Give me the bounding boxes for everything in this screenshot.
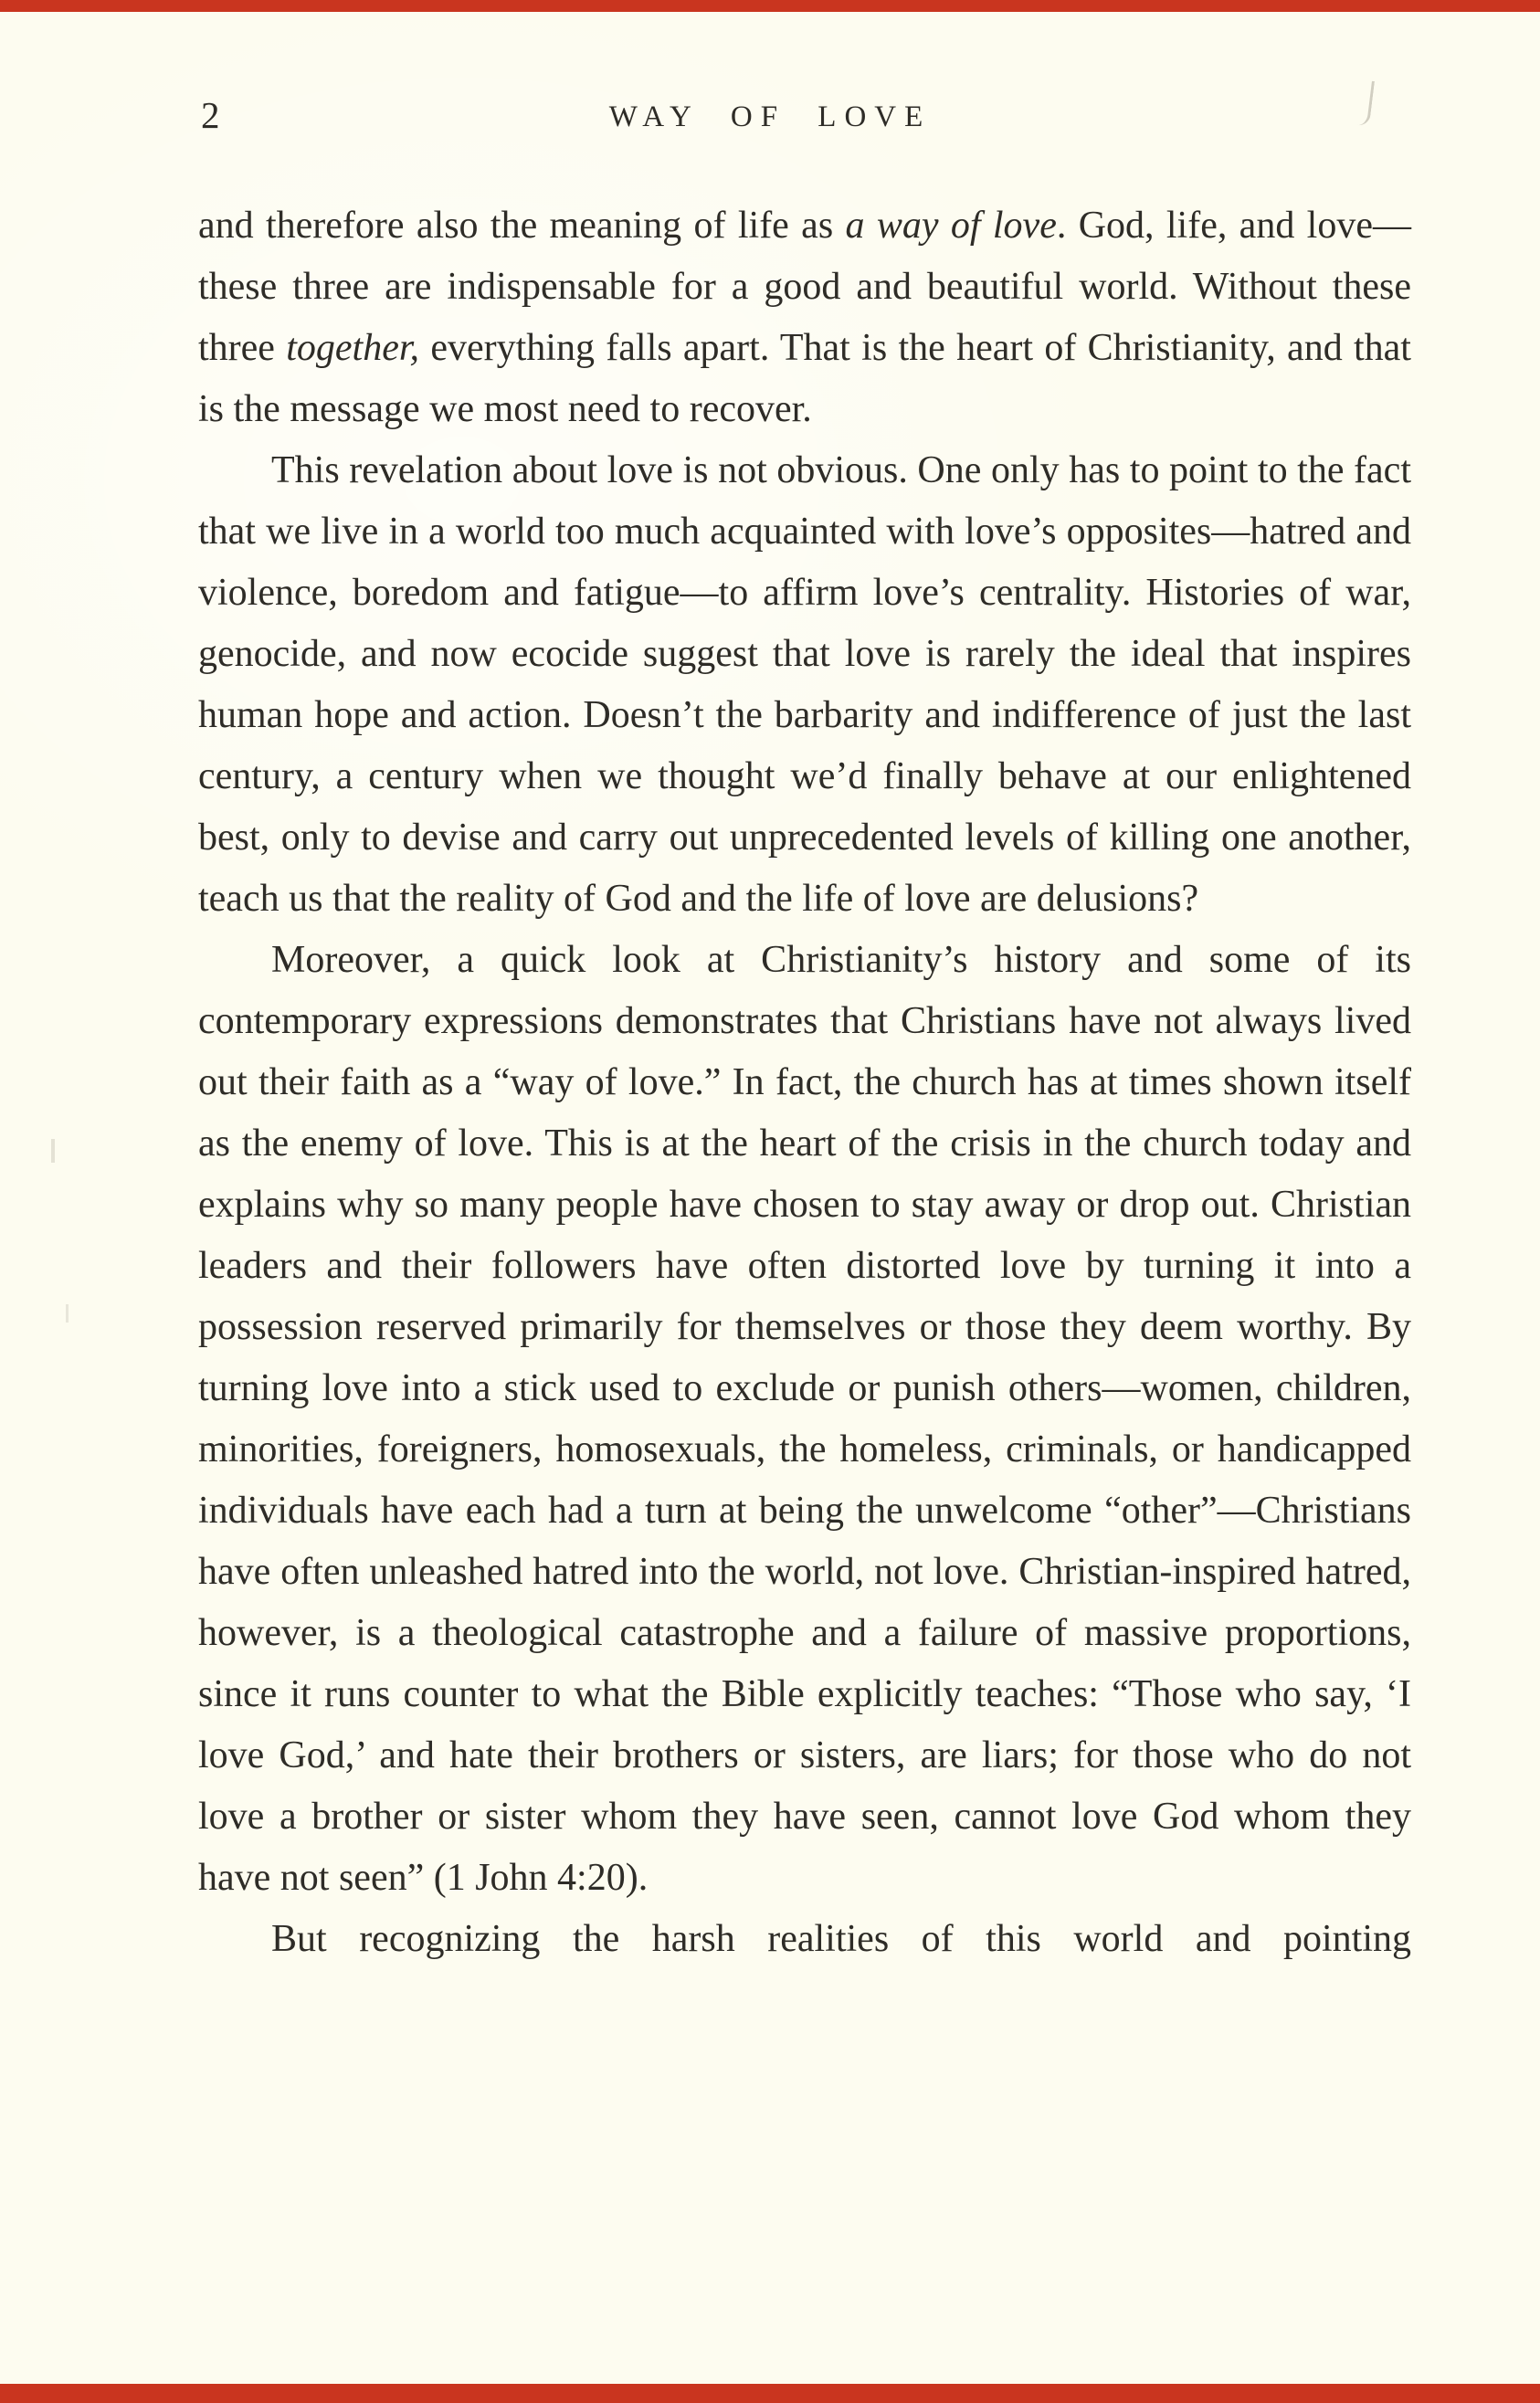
- page-number: 2: [201, 94, 221, 136]
- text-run: Moreover, a quick look at Christianity’s history and some of its contemporary expressions demonstrates that Christians have not always lived out their faith as a “way of love.” In fact, the church has at times shown itself as the enemy of love. This is at the heart of the crisis in the church today and explains why so many people have chosen to stay away or drop out. Christian leaders and their followers have often distorted love by turning it into a possession reserved primarily for themselves or those they deem worthy. By turning love into a stick used to exclude or punish others—women, children, minorities, foreigners, homosexuals, the homeless, criminals, or handicapped individuals have each had a turn at being the unwelcome “other”—Christians have often unleashed hatred into the world, not love. Christian-inspired hatred, however, is a theological catastrophe and a failure of massive proportions, since it runs counter to what the Bible explicitly teaches: “Those who say, ‘I love God,’ and hate their brothers or sisters, are liars; for those who do not love a brother or sister whom they have seen, cannot love God whom they have not seen” (1 John 4:20).: [198, 939, 1411, 1899]
- scan-edge-band-bottom: [0, 2384, 1540, 2403]
- paragraph: [198, 930, 1411, 1909]
- body-text: [198, 195, 1411, 1970]
- running-head-title: WAY OF LOVE: [608, 100, 932, 133]
- paragraph: [198, 440, 1411, 930]
- text-run: This revelation about love is not obvious. One only has to point to the fact that we live in a world too much acquainted with love’s opposites—hatred and violence, boredom and fatigue—to affirm love’s centrality. Histories of war, genocide, and now ecocide suggest that love is rarely the ideal that inspires human hope and action. Doesn’t the barbarity and indifference of just the last century, a century when we thought we’d finally behave at our enlightened best, only to devise and carry out unprecedented levels of killing one another, teach us that the reality of God and the life of love are delusions?: [198, 449, 1411, 920]
- scan-artifact: [66, 1304, 69, 1323]
- text-run: everything falls apart. That is the heart of Christianity, and that is the message we most need to recover.: [198, 327, 1411, 430]
- text-run: and therefore also the meaning of life as: [198, 205, 846, 247]
- paragraph: [198, 1909, 1411, 1970]
- text-run: But recognizing the harsh realities of this world and pointing: [271, 1918, 1411, 1960]
- text-run: . God, life, and love—these three are indispensable for a good and beautiful world. Without these three: [198, 205, 1411, 369]
- italic-text-run: together,: [286, 327, 420, 369]
- italic-text-run: a way of love: [845, 205, 1057, 247]
- scan-edge-band-top: [0, 0, 1540, 12]
- scan-artifact: [51, 1139, 55, 1163]
- paragraph: [198, 195, 1411, 440]
